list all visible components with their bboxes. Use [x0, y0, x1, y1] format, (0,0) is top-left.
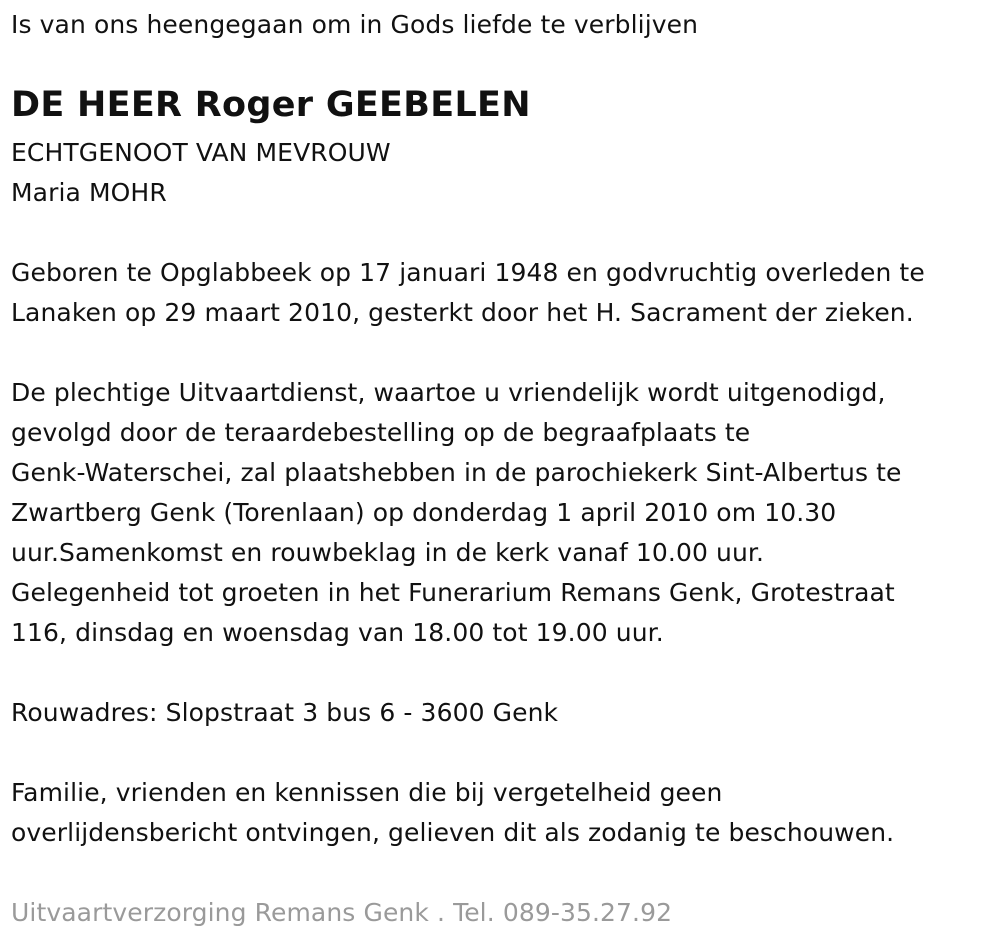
deceased-name: DE HEER Roger GEEBELEN [11, 85, 531, 125]
service-line-2: gevolgd door de teraardebestelling op de begraafplaats te [11, 418, 751, 447]
spouse-title: ECHTGENOOT VAN MEVROUW [11, 138, 391, 167]
service-line-6: Gelegenheid tot groeten in het Funerarium Remans Genk, Grotestraat [11, 578, 895, 607]
service-line-4: Zwartberg Genk (Torenlaan) op donderdag 1 april 2010 om 10.30 [11, 498, 837, 527]
service-line-5: uur.Samenkomst en rouwbeklag in de kerk vanaf 10.00 uur. [11, 538, 765, 567]
intro-text: Is van ons heengegaan om in Gods liefde te verblijven [11, 10, 699, 39]
service-line-3: Genk-Waterschei, zal plaatshebben in de parochiekerk Sint-Albertus te [11, 458, 902, 487]
service-line-7: 116, dinsdag en woensdag van 18.00 tot 19.00 uur. [11, 618, 664, 647]
family-note-line-2: overlijdensbericht ontvingen, gelieven dit als zodanig te beschouwen. [11, 818, 895, 847]
mourning-address: Rouwadres: Slopstraat 3 bus 6 - 3600 Genk [11, 698, 559, 727]
family-note-line-1: Familie, vrienden en kennissen die bij vergetelheid geen [11, 778, 723, 807]
service-line-1: De plechtige Uitvaartdienst, waartoe u vriendelijk wordt uitgenodigd, [11, 378, 886, 407]
spouse-name: Maria MOHR [11, 178, 167, 207]
birth-death-line-1: Geboren te Opglabbeek op 17 januari 1948 en godvruchtig overleden te [11, 258, 925, 287]
birth-death-line-2: Lanaken op 29 maart 2010, gesterkt door het H. Sacrament der zieken. [11, 298, 914, 327]
funeral-home-footer: Uitvaartverzorging Remans Genk . Tel. 089-35.27.92 [11, 898, 673, 927]
